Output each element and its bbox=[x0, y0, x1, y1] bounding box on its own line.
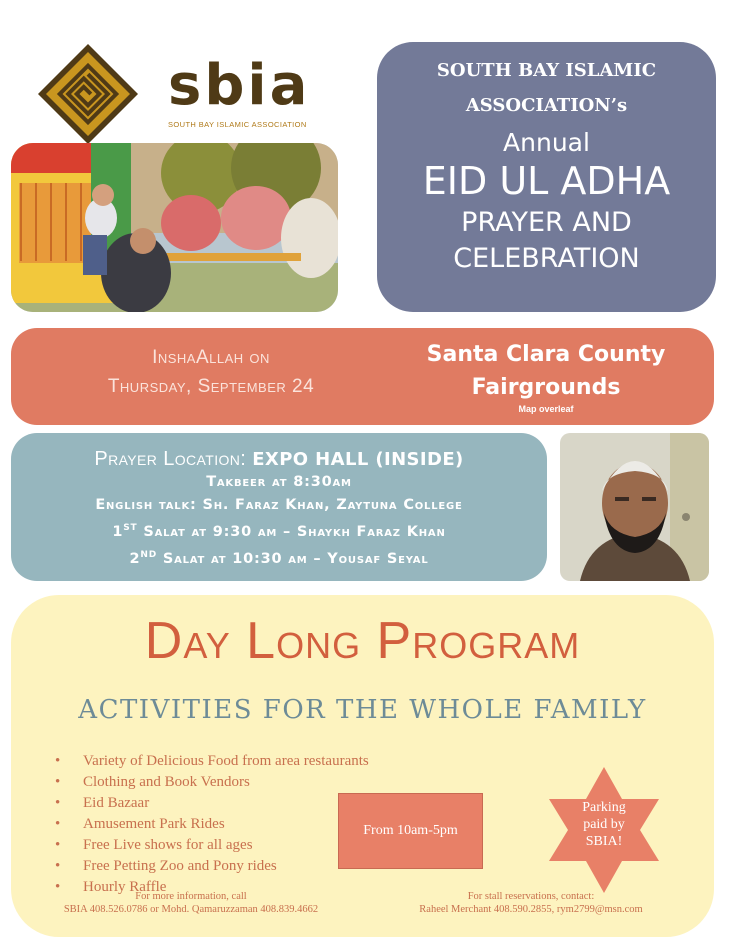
activity-text: Hourly Raffle bbox=[83, 879, 167, 895]
second-salat: 2ND Salat at 10:30 am – Yousaf Seyal bbox=[129, 549, 429, 567]
title-box bbox=[377, 42, 716, 312]
activity-text: Free Petting Zoo and Pony rides bbox=[83, 858, 277, 874]
sbia-logo-text bbox=[168, 53, 318, 129]
event-subtitle bbox=[377, 205, 716, 277]
activity-text: Eid Bazaar bbox=[83, 795, 150, 811]
first-salat: 1ST Salat at 9:30 am – Shaykh Faraz Khan bbox=[112, 523, 446, 540]
sbia-logo-mark bbox=[36, 42, 140, 146]
venue-line2: Fairgrounds bbox=[471, 375, 621, 400]
venue bbox=[411, 338, 681, 404]
bullet-icon: • bbox=[55, 795, 61, 811]
prayer-location bbox=[11, 448, 547, 471]
activity-item bbox=[55, 814, 369, 835]
activity-item bbox=[55, 751, 369, 772]
event-date bbox=[51, 343, 371, 401]
stall-contact-line1: For stall reservations, contact: bbox=[467, 891, 595, 902]
parking-line1: Parking bbox=[582, 800, 626, 815]
activities-list bbox=[55, 751, 369, 898]
prayer-location-label: Prayer Location: bbox=[94, 448, 247, 470]
parking-line2: paid by bbox=[583, 817, 625, 832]
program-box bbox=[11, 595, 714, 937]
annual-label: Annual bbox=[503, 128, 590, 157]
date-line2: Thursday, September 24 bbox=[107, 376, 315, 397]
activity-item bbox=[55, 793, 369, 814]
activity-text: Clothing and Book Vendors bbox=[83, 774, 250, 790]
event-subtitle-line2: CELEBRATION bbox=[453, 243, 640, 274]
program-title: Day Long Program bbox=[144, 612, 581, 670]
map-note: Map overleaf bbox=[518, 404, 574, 414]
program-subtitle: ACTIVITIES FOR THE WHOLE FAMILY bbox=[78, 695, 647, 725]
logo-subtitle: SOUTH BAY ISLAMIC ASSOCIATION bbox=[168, 120, 307, 129]
event-subtitle-line1: PRAYER AND bbox=[461, 207, 632, 238]
bullet-icon: • bbox=[55, 858, 61, 874]
activity-text: Free Live shows for all ages bbox=[83, 837, 253, 853]
contact-info bbox=[31, 890, 351, 916]
takbeer-time: Takbeer at 8:30am bbox=[206, 474, 352, 490]
event-title: EID UL ADHA bbox=[422, 159, 671, 203]
date-line1: InshaAllah on bbox=[152, 347, 270, 368]
activity-item bbox=[55, 835, 369, 856]
fairground-photo bbox=[11, 143, 338, 312]
venue-line1: Santa Clara County bbox=[426, 342, 666, 367]
parking-line3: SBIA! bbox=[585, 834, 623, 849]
stall-contact-line2: Raheel Merchant 408.590.2855, rym2799@msn.com bbox=[419, 904, 643, 915]
activity-text: Variety of Delicious Food from area restaurants bbox=[83, 753, 369, 769]
stall-contact bbox=[376, 890, 686, 916]
prayer-location-value: EXPO HALL (INSIDE) bbox=[252, 449, 464, 470]
time-box: From 10am-5pm bbox=[338, 793, 483, 869]
logo-word: sbia bbox=[168, 53, 311, 118]
activity-item bbox=[55, 772, 369, 793]
bullet-icon: • bbox=[55, 879, 61, 895]
activity-text: Amusement Park Rides bbox=[83, 816, 225, 832]
prayer-info-box bbox=[11, 433, 547, 581]
speaker-photo bbox=[560, 433, 709, 581]
parking-note bbox=[559, 799, 649, 850]
activity-item bbox=[55, 856, 369, 877]
bullet-icon: • bbox=[55, 753, 61, 769]
contact-info-line2: SBIA 408.526.0786 or Mohd. Qamaruzzaman 408.839.4662 bbox=[63, 904, 319, 915]
bullet-icon: • bbox=[55, 837, 61, 853]
org-name-line1: SOUTH BAY ISLAMIC bbox=[436, 60, 657, 81]
date-venue-bar bbox=[11, 328, 714, 425]
english-talk: English talk: Sh. Faraz Khan, Zaytuna College bbox=[95, 497, 463, 513]
bullet-icon: • bbox=[55, 816, 61, 832]
contact-info-line1: For more information, call bbox=[135, 891, 247, 902]
bullet-icon: • bbox=[55, 774, 61, 790]
org-name-line2: ASSOCIATION’s bbox=[465, 95, 628, 116]
